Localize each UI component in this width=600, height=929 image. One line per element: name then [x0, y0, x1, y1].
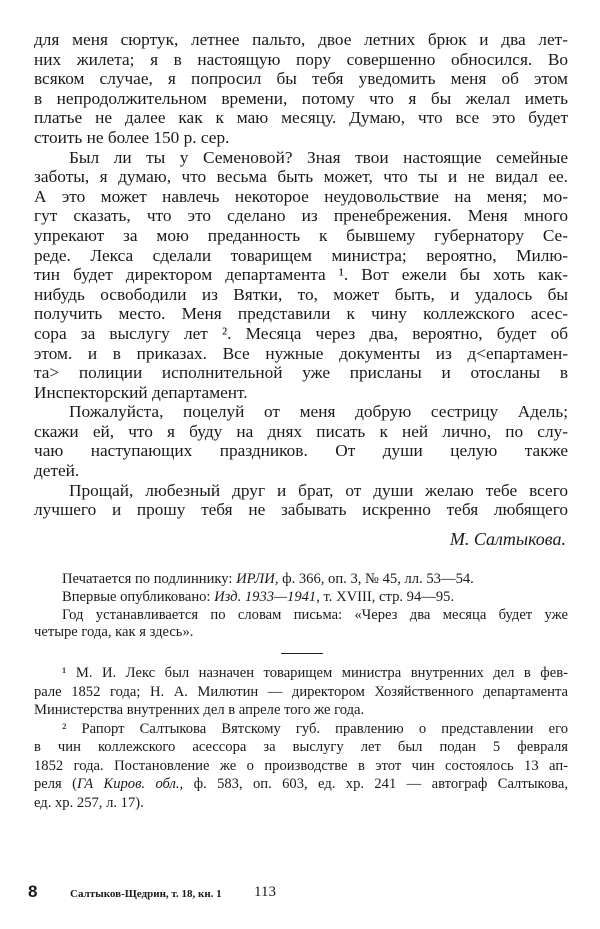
- text-segment: Министерства внутренних дел в апреле того же года.: [34, 702, 365, 718]
- text-line: Пожалуйста, поцелуй от меня добрую сестрицу Адель;: [69, 402, 568, 422]
- text-segment: Год устанавливается по словам письма: «Через два месяца будет уже: [62, 606, 568, 623]
- text-segment: ф. 366, оп. 3, № 45, лл. 53—54.: [278, 571, 474, 587]
- text-line: упрекают за мою преданность к бывшему губернатору Се-: [34, 225, 568, 245]
- text-line: стоить не более 150 р. сер.: [34, 127, 230, 147]
- sheet-number: 8: [28, 882, 38, 901]
- text-line: в непродолжительном времени, потому что я бы желал иметь: [34, 88, 568, 108]
- note-line: [34, 589, 568, 607]
- text-line: сора за выслугу лет ². Месяца через два, вероятно, будет об: [34, 323, 568, 343]
- text-line: получить место. Меня представили к чину коллежского асес-: [34, 304, 568, 324]
- text-segment: Впервые опубликовано:: [62, 588, 215, 605]
- text-segment: ² Рапорт Салтыкова Вятскому губ. правлению о представлении его: [62, 720, 568, 737]
- source-citation: ГА Киров. обл.,: [77, 776, 184, 792]
- text-line: гут сказать, что это сделано из пренебрежения. Меня много: [34, 206, 568, 226]
- page-footer: [28, 882, 328, 904]
- text-line: этом. и в приказах. Все нужные документы из д<епартамен-: [34, 343, 568, 363]
- text-line: Был ли ты у Семеновой? Зная твои настоящие семейные: [69, 147, 568, 167]
- footnote-line: [34, 664, 568, 683]
- text-line: детей.: [34, 461, 80, 481]
- text-segment: в чин коллежского асессора за выслугу лет был подан 5 февраля: [34, 739, 568, 755]
- footnote-divider: [281, 653, 323, 654]
- text-segment: Печатается по подлиннику:: [62, 571, 237, 587]
- note-line: [34, 624, 568, 642]
- text-line: лучшего и прошу тебя не забывать искренно тебя любящего: [34, 500, 568, 520]
- footnotes: [34, 664, 568, 812]
- letter-signature: М. Салтыкова.: [449, 529, 566, 549]
- text-segment: реля (: [34, 776, 78, 792]
- page-number: 113: [254, 884, 276, 900]
- text-segment: ед. хр. 257, л. 17).: [34, 794, 144, 811]
- text-line: Прощай, любезный друг и брат, от души желаю тебе всего: [69, 480, 568, 500]
- text-segment: четыре года, как я здесь».: [34, 624, 194, 641]
- footnote-line: [34, 738, 568, 757]
- footnote-line: [34, 775, 568, 794]
- text-segment: рале 1852 года; Н. А. Милютин — директором Хозяйственного департамента: [34, 683, 568, 700]
- printer-signature-line: Салтыков-Щедрин, т. 18, кн. 1: [70, 888, 222, 900]
- text-line: заботы, я думаю, что весьма быть может, что ты и не видал ее.: [34, 167, 568, 187]
- text-line: скажи ей, что я буду на днях писать к ней лично, по слу-: [34, 421, 568, 441]
- text-segment: т. XVIII, стр. 94—95.: [319, 588, 455, 605]
- text-line: чаю наступающих праздников. От души целую также: [34, 441, 568, 461]
- source-citation: ИРЛИ,: [236, 571, 279, 587]
- text-line: Инспекторский департамент.: [34, 382, 248, 402]
- text-segment: ф. 583, оп. 603, ед. хр. 241 — автограф Салтыкова,: [183, 776, 568, 792]
- text-line: платье не далее как к маю месяцу. Думаю, что все это будет: [34, 108, 568, 128]
- text-line: для меня сюртук, летнее пальто, двое летних брюк и два лет-: [34, 30, 568, 49]
- source-citation: Изд. 1933—1941,: [214, 588, 320, 605]
- letter-body: [34, 30, 568, 520]
- text-line: А это может навлечь некоторое неудовольствие на меня; мо-: [34, 186, 568, 206]
- text-segment: 1852 года. Постановление же о производстве в этот чин состоялось 13 ап-: [34, 757, 568, 774]
- text-segment: ¹ М. И. Лекс был назначен товарищем министра внутренних дел в фев-: [62, 665, 568, 681]
- editorial-notes: [34, 571, 568, 642]
- footnote-line: [34, 701, 568, 720]
- note-line: [34, 571, 568, 589]
- text-line: них жилета; я в настоящую пору совершенно обносился. Во: [34, 49, 568, 69]
- text-line: тин будет директором департамента ¹. Вот ежели бы хоть как-: [34, 265, 568, 285]
- footnote-line: [34, 757, 568, 776]
- footnote-line: [34, 720, 568, 739]
- text-line: нибудь освободили из Вятки, то, может быть, и удалось бы: [34, 284, 568, 304]
- text-line: реде. Лекса сделали товарищем министра; вероятно, Милю-: [34, 245, 568, 265]
- text-line: та> полиции исполнительной уже присланы и отосланы в: [34, 363, 568, 383]
- note-line: [34, 607, 568, 625]
- text-line: всяком случае, я попросил бы тебя уведомить меня об этом: [34, 69, 568, 89]
- footnote-line: [34, 683, 568, 702]
- footnote-line: [34, 794, 568, 813]
